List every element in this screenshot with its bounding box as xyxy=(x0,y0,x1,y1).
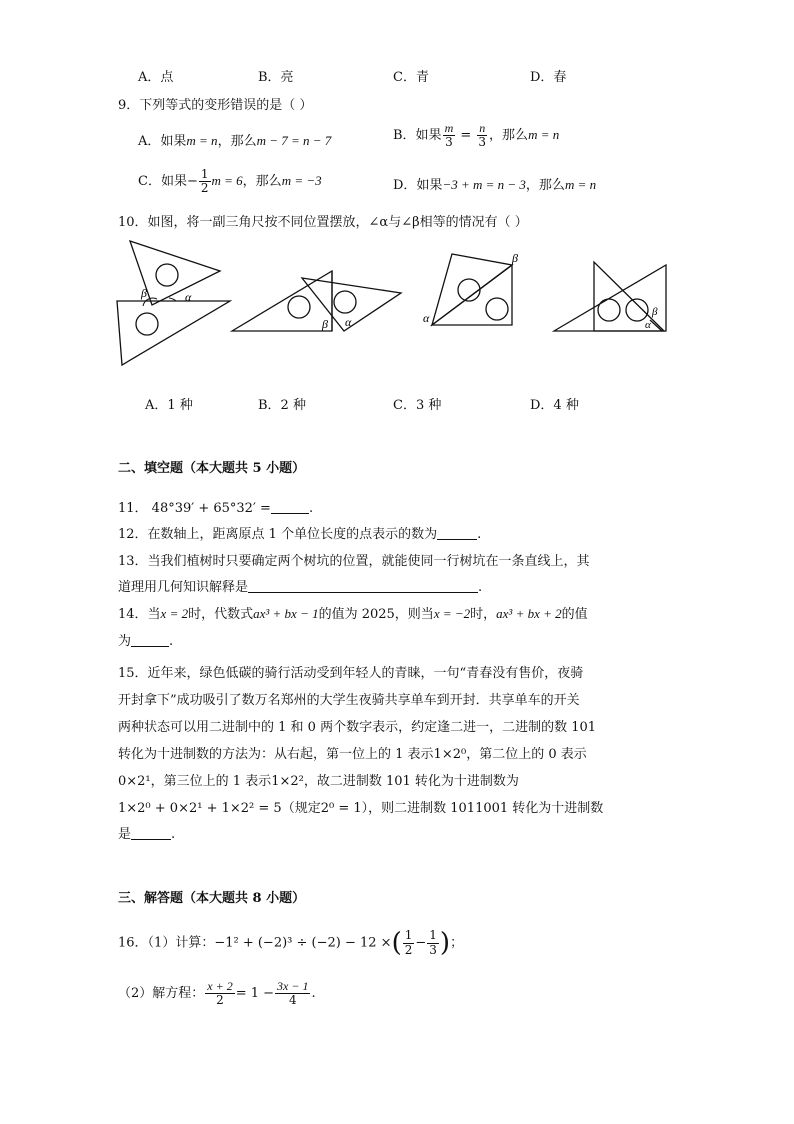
q9-c-eq2: m = −3 xyxy=(281,173,322,189)
q10-stem: 10．如图，将一副三角尺按不同位置摆放，∠α与∠β相等的情况有（ ） xyxy=(118,215,528,230)
q9-b-prefix: B．如果 xyxy=(393,128,442,144)
q9-b-frac2: $\frac{n}{3}$ xyxy=(478,121,487,150)
q16-part-1: 16．（1）计算：−1² + (−2)³ ÷ (−2) − 12 ×( $\frac{1}{2}$ − $\frac{1}{3}$ )； xyxy=(118,928,464,958)
q13-line-1: 13．当我们植树时只要确定两个树坑的位置，就能使同一行树坑在一条直线上，其 xyxy=(118,554,590,569)
q8-option-b: B．亮 xyxy=(258,70,294,85)
q9-stem: 9．下列等式的变形错误的是（ ） xyxy=(118,98,313,113)
q9-d-mid: ，那么 xyxy=(525,178,565,193)
q10-option-d: D．4 种 xyxy=(530,398,579,413)
q8-option-c: C．青 xyxy=(393,70,429,85)
figure-1 xyxy=(117,241,230,365)
q15-line-7: 是 . xyxy=(118,827,176,842)
q11: 11． 48°39′ + 65°32′ = . xyxy=(118,501,314,516)
q10-figures xyxy=(112,235,672,370)
q9-option-a xyxy=(138,130,331,149)
q9-option-d xyxy=(393,174,596,193)
q9-option-c: C．如果− $\frac{1}{2}$ m = 6，那么m = −3 xyxy=(138,167,322,196)
q10-option-a: A．1 种 xyxy=(145,398,193,413)
figure-4 xyxy=(554,262,666,331)
q9-d-prefix: D．如果 xyxy=(393,178,443,193)
q14-line-1: 14．当x = 2时，代数式ax³ + bx − 1的值为 2025，则当x = −2时，ax³ + bx + 2的值 xyxy=(118,606,588,622)
q8-option-a: A．点 xyxy=(138,70,174,85)
q15-line-3: 两种状态可以用二进制中的 1 和 0 两个数字表示，约定逢二进一，二进制的数 101 xyxy=(118,720,597,735)
q12: 12．在数轴上，距离原点 1 个单位长度的点表示的数为 . xyxy=(118,527,482,542)
q9-a-mid: ，那么 xyxy=(217,134,257,149)
q15-line-5: 0×2¹，第三位上的 1 表示1×2²，故二进制数 101 转化为十进制数为 xyxy=(118,774,519,789)
figure-3-top-triangle xyxy=(432,254,512,325)
figure-1-bottom-triangle xyxy=(117,301,230,365)
q9-a-eq2: m − 7 = n − 7 xyxy=(256,133,332,148)
figure-1-beta: β xyxy=(141,286,147,300)
q15-line-2: 开封拿下”成功吸引了数万名郑州的大学生夜骑共享单车到开封．共享单车的开关 xyxy=(118,693,580,708)
figure-2 xyxy=(232,271,401,331)
q9-b-frac1: $\frac{m}{3}$ xyxy=(444,121,454,150)
q8-option-d: D．春 xyxy=(530,70,567,85)
q13-line-2: 道理用几何知识解释是 . xyxy=(118,580,483,595)
q9-c-eq1: m = 6 xyxy=(211,173,243,189)
q16-part-2: （2）解方程： $\frac{x + 2}{2}$ = 1 − $\frac{3x - 1}{4}$ . xyxy=(118,979,316,1008)
q9-c-frac: $\frac{1}{2}$ xyxy=(200,167,209,196)
q9-d-eq1: −3 + m = n − 3 xyxy=(442,177,526,192)
q10-option-c: C．3 种 xyxy=(393,398,442,413)
figure-3-beta: β xyxy=(512,251,518,265)
q9-c-mid: ，那么 xyxy=(242,174,282,190)
figure-2-right-triangle xyxy=(302,278,401,331)
figure-2-alpha: α xyxy=(345,315,352,329)
q9-b-mid: ，那么 xyxy=(489,128,529,144)
figure-4-alpha: α xyxy=(645,319,651,331)
q9-c-prefix: C．如果 xyxy=(138,174,187,190)
figure-3-bottom-triangle xyxy=(432,265,512,325)
figure-2-beta: β xyxy=(322,317,328,331)
q9-a-prefix: A．如果 xyxy=(138,134,187,149)
figure-3-alpha: α xyxy=(423,311,430,325)
q9-d-eq2: m = n xyxy=(564,177,597,192)
q10-option-b: B．2 种 xyxy=(258,398,306,413)
q9-a-eq1: m = n xyxy=(186,133,218,148)
section-2-title: 二、填空题（本大题共 5 小题） xyxy=(118,461,306,476)
q9-option-b: B．如果 $\frac{m}{3}$ = $\frac{n}{3}$ ，那么m = n xyxy=(393,121,560,150)
figure-1-alpha: α xyxy=(185,290,192,304)
q15-line-1: 15．近年来，绿色低碳的骑行活动受到年轻人的青睐，一句“青春没有售价，夜骑 xyxy=(118,666,584,681)
figure-3 xyxy=(423,251,518,325)
figure-4-beta: β xyxy=(652,306,658,318)
section-3-title: 三、解答题（本大题共 8 小题） xyxy=(118,891,306,906)
q9-b-eq: m = n xyxy=(528,127,560,143)
q15-line-6: 1×2⁰ + 0×2¹ + 1×2² = 5（规定2⁰ = 1），则二进制数 1011001 转化为十进制数 xyxy=(118,801,604,816)
q14-line-2: 为 . xyxy=(118,634,174,649)
q15-line-4: 转化为十进制数的方法为：从右起，第一位上的 1 表示1×2⁰，第二位上的 0 表示 xyxy=(118,747,587,762)
